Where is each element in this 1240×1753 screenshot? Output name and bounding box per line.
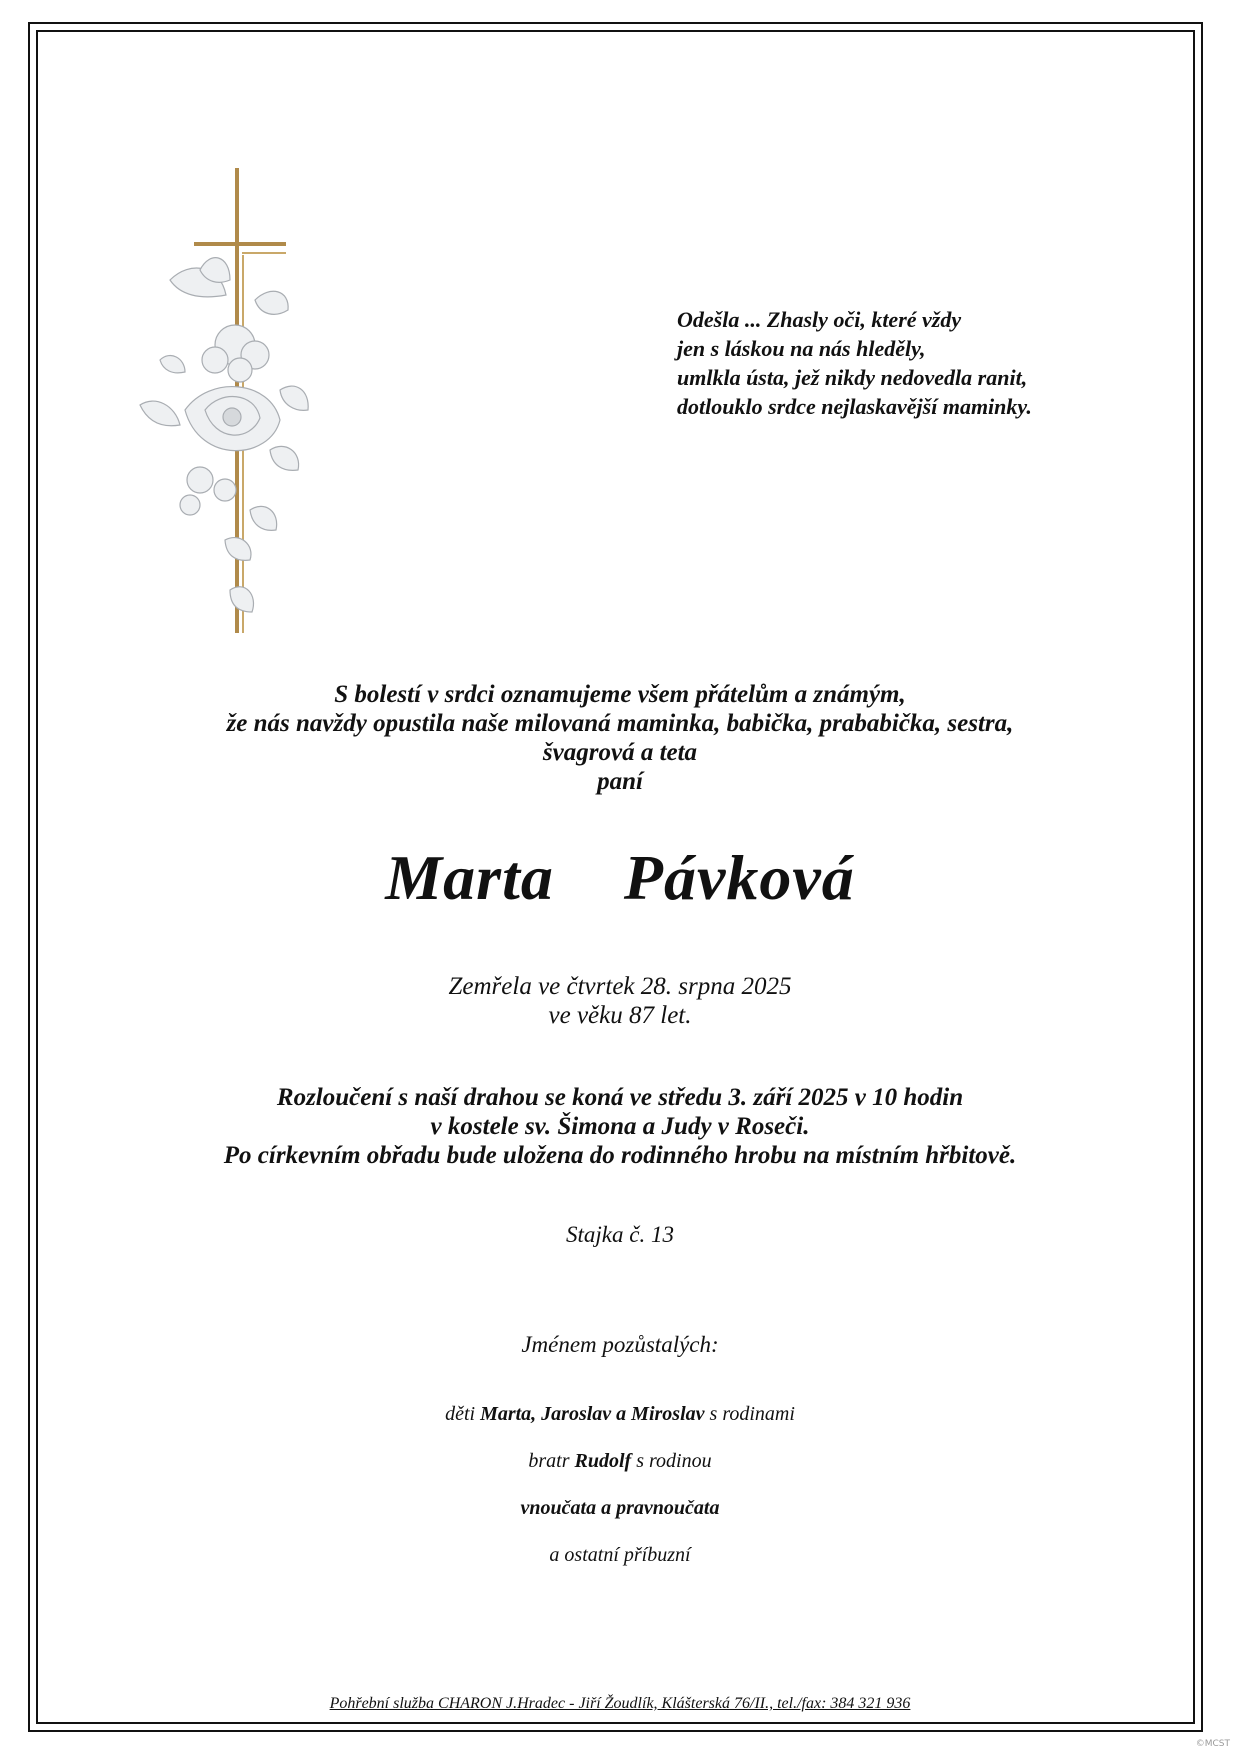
announcement-line: že nás navždy opustila naše milovaná maminka, babička, prababička, sestra, [226, 710, 1014, 737]
poem-line: dotlouklo srdce nejlaskavější maminky. [677, 394, 1032, 419]
relatives-label: a ostatní příbuzní [549, 1544, 691, 1566]
address: Stajka č. 13 [566, 1222, 674, 1247]
death-date: Zemřela ve čtvrtek 28. srpna 2025 [448, 973, 792, 1000]
farewell-info [0, 1083, 1240, 1170]
watermark: ©MCST [1195, 1739, 1230, 1749]
farewell-line: v kostele sv. Šimona a Judy v Roseči. [430, 1113, 810, 1140]
farewell-line: Po církevním obřadu bude uložena do rodinného hrobu na místním hřbitově. [223, 1142, 1017, 1169]
mourners-brother [0, 1447, 1240, 1494]
mourners-list [0, 1400, 1240, 1588]
mourners-relatives [0, 1541, 1240, 1588]
announcement-line: švagrová a teta [542, 739, 698, 766]
announcement-line: paní [597, 768, 643, 795]
poem-line: jen s láskou na nás hleděly, [677, 336, 926, 361]
brother-name: Rudolf [574, 1450, 632, 1472]
death-age: ve věku 87 let. [548, 1002, 692, 1029]
children-suffix: s rodinami [709, 1403, 795, 1425]
farewell-line: Rozloučení s naší drahou se koná ve středu 3. září 2025 v 10 hodin [276, 1084, 964, 1111]
footer-text: Pohřební služba CHARON J.Hradec - Jiří Žoudlík, Klášterská 76/II., tel./fax: 384 321 936 [329, 1695, 911, 1712]
on-behalf-heading: Jménem pozůstalých: [521, 1332, 719, 1357]
brother-prefix: bratr [528, 1450, 570, 1472]
brother-suffix: s rodinou [636, 1450, 712, 1472]
announcement [0, 680, 1240, 796]
cross-flower-ornament [130, 160, 330, 640]
announcement-line: S bolestí v srdci oznamujeme všem přátelům a známým, [334, 681, 906, 708]
memorial-poem [677, 305, 1032, 421]
children-prefix: děti [445, 1403, 476, 1425]
deceased-name: Marta Pávková [385, 842, 855, 913]
mourners-grandchildren [0, 1494, 1240, 1541]
poem-line: umlkla ústa, jež nikdy nedovedla ranit, [677, 365, 1028, 390]
children-names: Marta, Jaroslav a Miroslav [480, 1403, 705, 1425]
funeral-service-footer [0, 1694, 1240, 1714]
grandchildren-label: vnoučata a pravnoučata [520, 1497, 720, 1519]
death-info [0, 972, 1240, 1030]
flower-bouquet-icon [140, 258, 308, 612]
poem-line: Odešla ... Zhasly oči, které vždy [677, 307, 962, 332]
mourners-children [0, 1400, 1240, 1447]
